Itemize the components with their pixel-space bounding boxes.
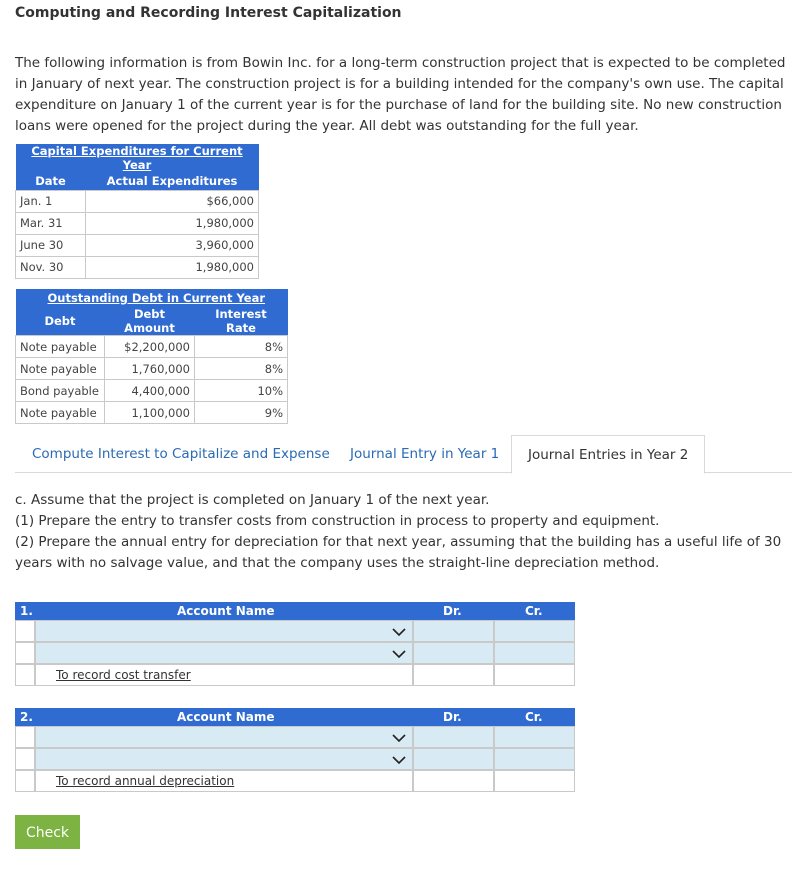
row-marker: [15, 748, 35, 770]
credit-input[interactable]: [494, 748, 575, 770]
chevron-down-icon: [391, 752, 407, 768]
col-cr: Cr.: [525, 710, 543, 724]
debit-input[interactable]: [413, 620, 494, 642]
memo-dr-cell: [413, 664, 494, 686]
debt-name: Note payable: [16, 402, 105, 424]
col-cr: Cr.: [525, 604, 543, 618]
capex-col-actual: Actual Expenditures: [86, 172, 259, 190]
debt-rate: 8%: [195, 358, 288, 380]
table-row: [16, 380, 288, 402]
table-row: [16, 402, 288, 424]
tab-journal-year-1[interactable]: Journal Entry in Year 1: [350, 446, 500, 462]
debt-name: Note payable: [16, 358, 105, 380]
debt-amount: $2,200,000: [105, 336, 195, 358]
col-dr: Dr.: [443, 710, 462, 724]
debt-col-debt: Debt: [16, 307, 105, 336]
row-marker: [15, 642, 35, 664]
chevron-down-icon: [391, 624, 407, 640]
chevron-down-icon: [391, 730, 407, 746]
capex-col-date: Date: [16, 172, 86, 190]
journal-header: [15, 708, 575, 726]
journal-memo-row: [15, 770, 575, 792]
credit-input[interactable]: [494, 726, 575, 748]
journal-row: [15, 620, 575, 642]
table-row: [16, 358, 288, 380]
row-marker: [15, 664, 35, 686]
chevron-down-icon: [391, 646, 407, 662]
table-row: [16, 190, 259, 212]
table-row: [16, 336, 288, 358]
account-select[interactable]: [35, 726, 413, 748]
memo-dr-cell: [413, 770, 494, 792]
table-row: [16, 256, 259, 278]
debt-col-amount: Debt Amount: [105, 307, 195, 336]
memo-text: To record cost transfer: [56, 668, 191, 682]
row-marker: [15, 770, 35, 792]
intro-text: The following information is from Bowin Inc. for a long-term construction project that is expected to be completed in January of next year. The construction project is for a building intended for the company's own use. The capital expenditure on January 1 of the current year is for the purchase of land for the building site. No new construction loans were opened for the project during the year. All debt was outstanding for the full year.: [15, 55, 786, 134]
debit-input[interactable]: [413, 642, 494, 664]
debt-rate: 9%: [195, 402, 288, 424]
debt-rate: 8%: [195, 336, 288, 358]
table-row: [16, 234, 259, 256]
capex-amount: 1,980,000: [86, 256, 259, 278]
debt-amount: 4,400,000: [105, 380, 195, 402]
question-text: [15, 490, 793, 574]
row-marker: [15, 620, 35, 642]
entry-number: 2.: [20, 710, 33, 724]
journal-row: [15, 748, 575, 770]
capex-table: [15, 144, 259, 279]
col-dr: Dr.: [443, 604, 462, 618]
entry-number: 1.: [20, 604, 33, 618]
debt-amount: 1,100,000: [105, 402, 195, 424]
capex-amount: 3,960,000: [86, 234, 259, 256]
debit-input[interactable]: [413, 748, 494, 770]
table-row: [16, 212, 259, 234]
account-select[interactable]: [35, 748, 413, 770]
journal-row: [15, 726, 575, 748]
capex-date: June 30: [16, 234, 86, 256]
col-account-name: Account Name: [177, 604, 275, 618]
question-line: (2) Prepare the annual entry for depreciation for that next year, assuming that the building has a useful life of 30 years with no salvage value, and that the company uses the straight-line depreciation method.: [15, 534, 782, 571]
debt-name: Note payable: [16, 336, 105, 358]
debt-amount: 1,760,000: [105, 358, 195, 380]
memo-cell: [35, 770, 413, 792]
debit-input[interactable]: [413, 726, 494, 748]
tab-journal-year-2[interactable]: Journal Entries in Year 2: [511, 435, 705, 474]
capex-date: Nov. 30: [16, 256, 86, 278]
page-title: Computing and Recording Interest Capitalization: [15, 5, 402, 21]
account-select[interactable]: [35, 620, 413, 642]
memo-cr-cell: [494, 664, 575, 686]
col-account-name: Account Name: [177, 710, 275, 724]
debt-table: [15, 289, 288, 424]
journal-row: [15, 642, 575, 664]
capex-amount: $66,000: [86, 190, 259, 212]
memo-cr-cell: [494, 770, 575, 792]
tab-bar: [15, 435, 792, 473]
journal-memo-row: [15, 664, 575, 686]
debt-caption: Outstanding Debt in Current Year: [16, 289, 288, 307]
credit-input[interactable]: [494, 620, 575, 642]
capex-caption: Capital Expenditures for Current Year: [16, 144, 259, 172]
check-button[interactable]: Check: [15, 815, 80, 849]
debt-rate: 10%: [195, 380, 288, 402]
capex-date: Mar. 31: [16, 212, 86, 234]
journal-header: [15, 602, 575, 620]
row-marker: [15, 726, 35, 748]
debt-name: Bond payable: [16, 380, 105, 402]
question-line: (1) Prepare the entry to transfer costs from construction in process to property and equipment.: [15, 513, 660, 529]
debt-col-rate: Interest Rate: [195, 307, 288, 336]
credit-input[interactable]: [494, 642, 575, 664]
account-select[interactable]: [35, 642, 413, 664]
question-line: c. Assume that the project is completed on January 1 of the next year.: [15, 492, 490, 508]
tab-compute-interest[interactable]: Compute Interest to Capitalize and Expense: [32, 446, 330, 462]
capex-amount: 1,980,000: [86, 212, 259, 234]
memo-cell: [35, 664, 413, 686]
capex-date: Jan. 1: [16, 190, 86, 212]
memo-text: To record annual depreciation: [56, 774, 235, 788]
